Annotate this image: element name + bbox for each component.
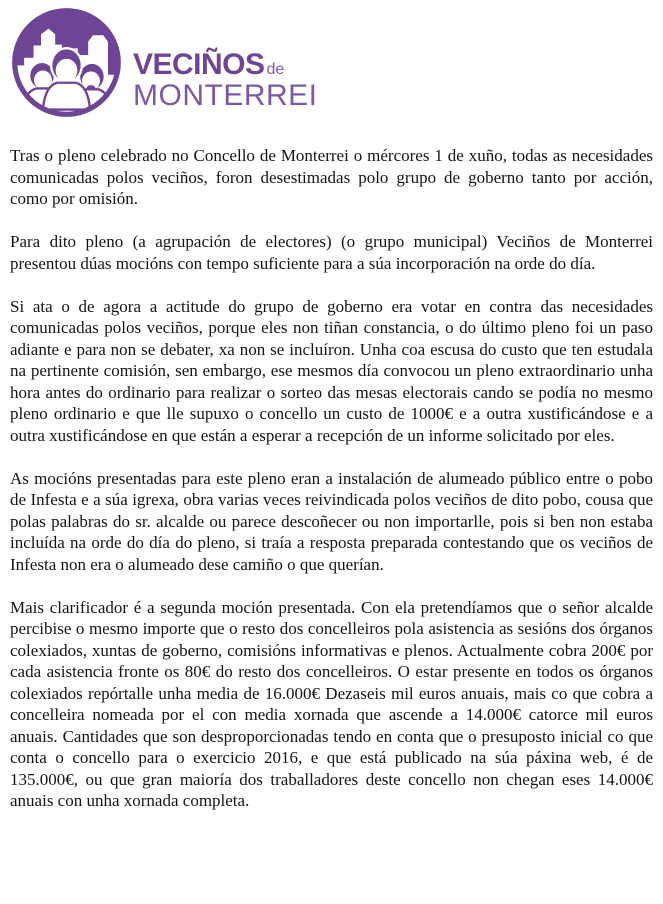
paragraph-3: Si ata o de agora a actitude do grupo de goberno era votar en contra das necesidades comunicadas polos veciños, porque eles non tiñan constancia, o do último pleno foi un paso adiante e para non se debater, xa non se incluíron. Unha coa escusa do custo que ten estudala na pertinente comisión, sen embargo, ese mesmos día convocou un pleno extraordinario unha hora antes do ordinario para realizar o sorteo das mesas electorais cando se podía no mesmo pleno ordinario e que lle supuxo o concello un custo de 1000€ e a outra xustificándose e a outra xustificándose en que están a esperar a recepción de un informe solicitado por eles.	[10, 296, 653, 445]
brand-name-connector: de	[266, 61, 285, 78]
paragraph-2: Para dito pleno (a agrupación de electores) (o grupo municipal) Veciños de Monterrei presentou dúas mocións con tempo suficiente para a súa incorporación na orde do día.	[10, 232, 653, 273]
paragraph-4: As mocións presentadas para este pleno eran a instalación de alumeado público entre o pobo de Infesta e a súa igrexa, obra varias veces reivindicada polos veciños de dito pobo, cousa que polas palabras do sr. alcalde ou parece descoñecer ou non importarlle, pois si ben non estaba incluída na orde do día do pleno, si traía a resposta preparada contestando que os veciños de Infesta non era o alumeado dese camiño o que querían.	[10, 468, 653, 574]
brand-wordmark	[133, 50, 318, 111]
brand-name-top: VECIÑOS	[133, 48, 265, 81]
paragraph-1: Tras o pleno celebrado no Concello de Monterrei o mércores 1 de xuño, todas as necesidades comunicadas polos veciños, foron desestimadas polo grupo de goberno tanto por acción, como por omisión.	[10, 146, 653, 208]
article-body	[10, 145, 653, 812]
veciños-de-monterrei-logo-icon	[10, 6, 123, 119]
brand-header	[10, 6, 653, 120]
paragraph-5: Mais clarificador é a segunda moción presentada. Con ela pretendíamos que o señor alcalde percibise o mesmo importe que o resto dos concelleiros pola asistencia as sesións dos órganos colexiados, xuntas de goberno, comisións informativas e plenos. Actualmente cobra 200€ por cada asistencia fronte os 80€ do resto dos concelleiros. O estar presente en todos os órganos colexiados repórtalle unha media de 16.000€ Dezaseis mil euros anuais, mais co que cobra a concelleira nomeada por el con media xornada que ascende a 14.000€ catorce mil euros anuais. Cantidades que son desproporcionadas tendo en conta que o presuposto inicial co que conta o concello para o exercicio 2016, e que está publicado na súa páxina web, é de 135.000€, ou que gran maioría dos traballadores deste concello non chegan eses 14.000€ anuais con unha xornada completa.	[10, 597, 653, 810]
brand-name-bottom: MONTERREI	[133, 79, 318, 112]
brand-name-line1	[133, 50, 318, 80]
